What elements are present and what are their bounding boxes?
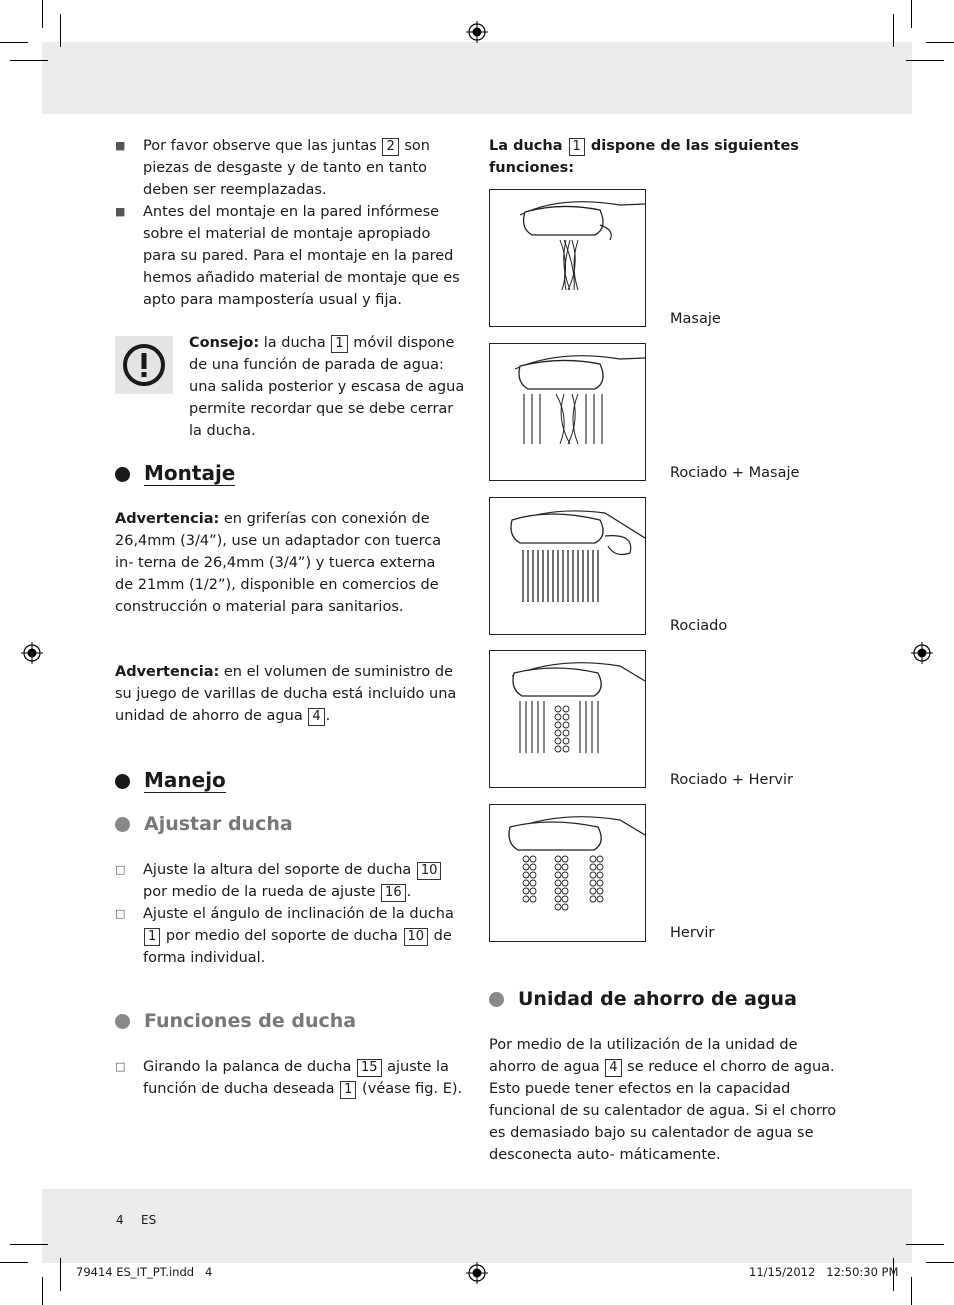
list-item: □ Ajuste la altura del soporte de ducha 10 por medio de la rueda de ajuste 16 . xyxy=(115,859,467,903)
subsection-title: Funciones de ducha xyxy=(115,1010,356,1032)
montaje-warning-2: Advertencia: en el volumen de suministro de su juego de varillas de ducha está incluido una unidad de ahorro de agua 4 . xyxy=(115,664,457,724)
registration-mark-icon xyxy=(466,21,488,43)
crop-mark xyxy=(911,1277,912,1305)
shower-head-icon xyxy=(490,805,645,941)
crop-mark xyxy=(911,0,912,28)
crop-mark xyxy=(0,42,28,43)
crop-mark xyxy=(60,1258,61,1291)
square-bullet-icon: ■ xyxy=(115,205,126,218)
crop-mark xyxy=(42,0,43,28)
footer-band xyxy=(42,1189,912,1263)
subsection-title: Ajustar ducha xyxy=(115,813,293,835)
subsection-title: Unidad de ahorro de agua xyxy=(489,988,797,1010)
registration-mark-icon xyxy=(911,642,933,664)
checkbox-bullet-icon: □ xyxy=(115,863,126,876)
figure-rociado-hervir xyxy=(489,650,646,788)
shower-head-icon xyxy=(490,344,645,480)
bullet-dot-icon xyxy=(489,992,504,1007)
checkbox-bullet-icon: □ xyxy=(115,1060,126,1073)
crop-mark xyxy=(10,1244,48,1245)
figure-caption: Rociado + Hervir xyxy=(670,772,793,788)
bullet-dot-icon xyxy=(115,1014,130,1029)
crop-mark xyxy=(926,1262,954,1263)
figure-caption: Rociado xyxy=(670,618,728,634)
crop-mark xyxy=(0,1262,28,1263)
bullet-dot-icon xyxy=(115,817,130,832)
funciones-list xyxy=(115,1056,467,1100)
tip-text: Consejo: la ducha 1 móvil dispone de una función de parada de agua: una salida posterior y escasa de agua permite recordar que se debe cerrar la ducha. xyxy=(189,335,465,439)
figure-caption: Rociado + Masaje xyxy=(670,465,800,481)
registration-mark-icon xyxy=(466,1262,488,1284)
figure-rociado-masaje xyxy=(489,343,646,481)
warning-icon xyxy=(115,336,173,394)
figure-rociado xyxy=(489,497,646,635)
crop-mark xyxy=(10,60,48,61)
section-title: Manejo xyxy=(115,769,226,793)
montaje-warning-1: Advertencia: en griferías con conexión de 26,4mm (3/4”), use un adaptador con tuerca in- terna de 26,4mm (3/4”) y tuerca externa de 21mm (1/2”), disponible en comercios de construcción o material para sanitarios. xyxy=(115,511,442,615)
crop-mark xyxy=(926,42,954,43)
registration-mark-icon xyxy=(21,642,43,664)
date-slug: 11/15/2012 12:50:30 PM xyxy=(749,1265,899,1279)
shower-head-icon xyxy=(490,498,645,634)
crop-mark xyxy=(906,60,944,61)
list-item: ■ Antes del montaje en la pared infórmese sobre el material de montaje apropiado para su pared. Para el montaje en la pared hemos añadido material de montaje que es apto para mampostería usual y fija. xyxy=(115,201,467,311)
list-item: ■ Por favor observe que las juntas 2 son piezas de desgaste y de tanto en tanto deben ser reemplazadas. xyxy=(115,135,467,201)
page-number: 4 xyxy=(116,1213,124,1227)
figure-masaje xyxy=(489,189,646,327)
functions-intro: La ducha 1 dispone de las siguientes funciones: xyxy=(489,138,799,176)
bullet-dot-icon xyxy=(115,467,130,482)
file-slug: 79414 ES_IT_PT.indd 4 xyxy=(76,1265,213,1279)
bullet-dot-icon xyxy=(115,774,130,789)
list-item: □ Girando la palanca de ducha 15 ajuste la función de ducha deseada 1 (véase fig. E). xyxy=(115,1056,467,1100)
figure-hervir xyxy=(489,804,646,942)
crop-mark xyxy=(893,14,894,47)
section-title: Montaje xyxy=(115,462,235,486)
ajustar-list xyxy=(115,859,467,969)
crop-mark xyxy=(60,14,61,47)
page-language: ES xyxy=(141,1213,157,1227)
shower-head-icon xyxy=(490,190,645,326)
list-item: □ Ajuste el ángulo de inclinación de la ducha 1 por medio del soporte de ducha 10 de forma individual. xyxy=(115,903,467,969)
crop-mark xyxy=(906,1244,944,1245)
square-bullet-icon: ■ xyxy=(115,139,126,152)
figure-caption: Hervir xyxy=(670,925,715,941)
crop-mark xyxy=(42,1277,43,1305)
shower-head-icon xyxy=(490,651,645,787)
figure-caption: Masaje xyxy=(670,311,721,327)
top-bullets xyxy=(115,135,467,311)
header-band xyxy=(42,42,912,114)
unidad-text: Por medio de la utilización de la unidad de ahorro de agua 4 se reduce el chorro de agua. Esto puede tener efectos en la capacidad funcional de su calentador de agua. Si el chorro es demasiado bajo su calentador de agua se desconecta auto- máticamente. xyxy=(489,1037,837,1163)
checkbox-bullet-icon: □ xyxy=(115,907,126,920)
